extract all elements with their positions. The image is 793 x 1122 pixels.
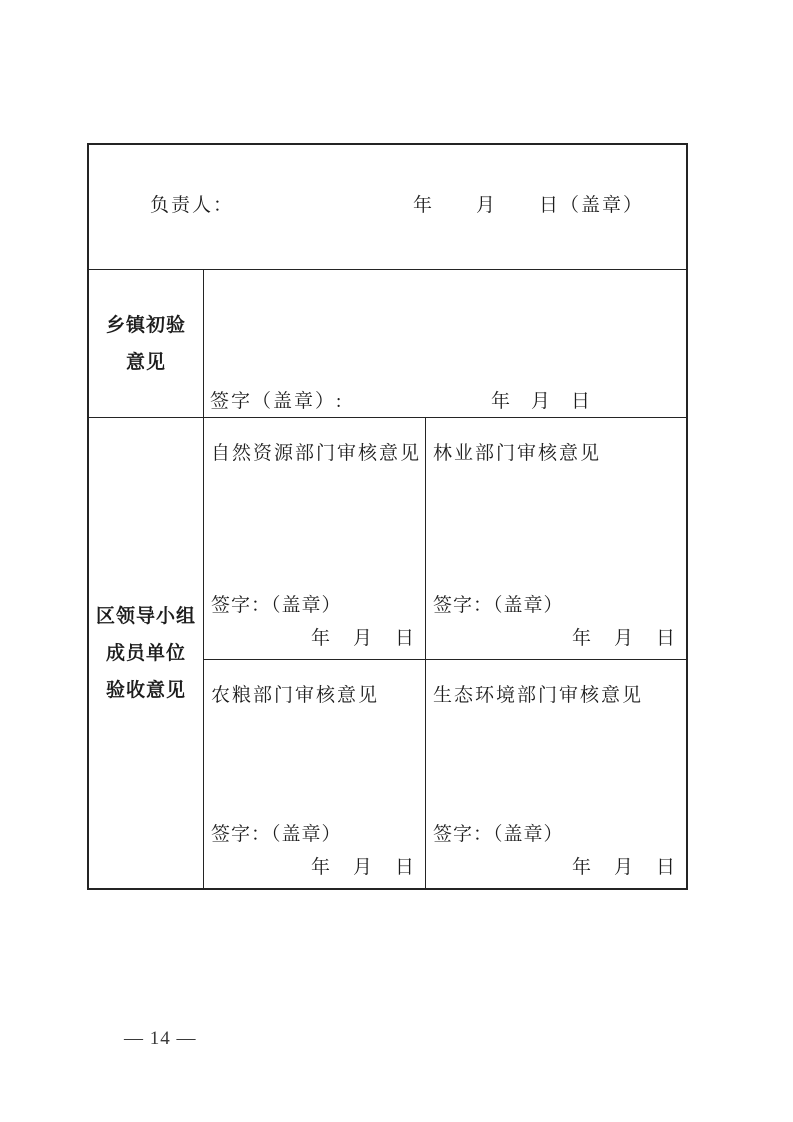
quadrant-date-label: 年 月 日	[310, 857, 416, 878]
township-opinion-cell	[204, 270, 686, 417]
township-sign-seal-label: 签字（盖章）:	[210, 391, 344, 412]
quadrant-date-label: 年 月 日	[571, 628, 677, 649]
township-inspection-header	[89, 270, 204, 417]
quadrant-natural-resources	[204, 418, 426, 660]
leadgroup-header-line3: 验收意见	[105, 679, 186, 701]
township-date-label: 年 月 日	[490, 391, 591, 412]
quadrant-title: 自然资源部门审核意见	[211, 443, 422, 464]
row-township-inspection	[89, 270, 686, 418]
quadrant-title: 农粮部门审核意见	[211, 685, 380, 706]
row-leadgroup-acceptance	[89, 418, 686, 888]
quadrant-ecology-environment	[426, 660, 686, 888]
quadrant-date-label: 年 月 日	[571, 857, 677, 878]
acceptance-form-table	[87, 143, 688, 890]
department-opinion-grid	[204, 418, 686, 888]
leadgroup-header-line2: 成员单位	[105, 642, 186, 664]
leadgroup-header-line1: 区领导小组	[95, 605, 196, 627]
quadrant-title: 林业部门审核意见	[433, 443, 602, 464]
quadrant-sign-label: 签字：（盖章）	[211, 824, 342, 845]
township-header-line1: 乡镇初验	[105, 314, 186, 336]
quadrant-title: 生态环境部门审核意见	[433, 685, 644, 706]
page-number: — 14 —	[124, 1028, 197, 1049]
quadrant-forestry	[426, 418, 686, 660]
quadrant-sign-label: 签字：（盖章）	[433, 595, 564, 616]
responsible-date-seal-label: 年 月 日（盖章）	[412, 195, 644, 216]
responsible-person-label: 负责人：	[150, 195, 235, 216]
quadrant-agriculture-grain	[204, 660, 426, 888]
township-header-line2: 意见	[125, 351, 166, 373]
quadrant-sign-label: 签字：（盖章）	[433, 824, 564, 845]
leadgroup-header	[89, 418, 204, 888]
quadrant-sign-label: 签字：（盖章）	[211, 595, 342, 616]
row-responsible-person	[89, 145, 686, 270]
quadrant-date-label: 年 月 日	[310, 628, 416, 649]
